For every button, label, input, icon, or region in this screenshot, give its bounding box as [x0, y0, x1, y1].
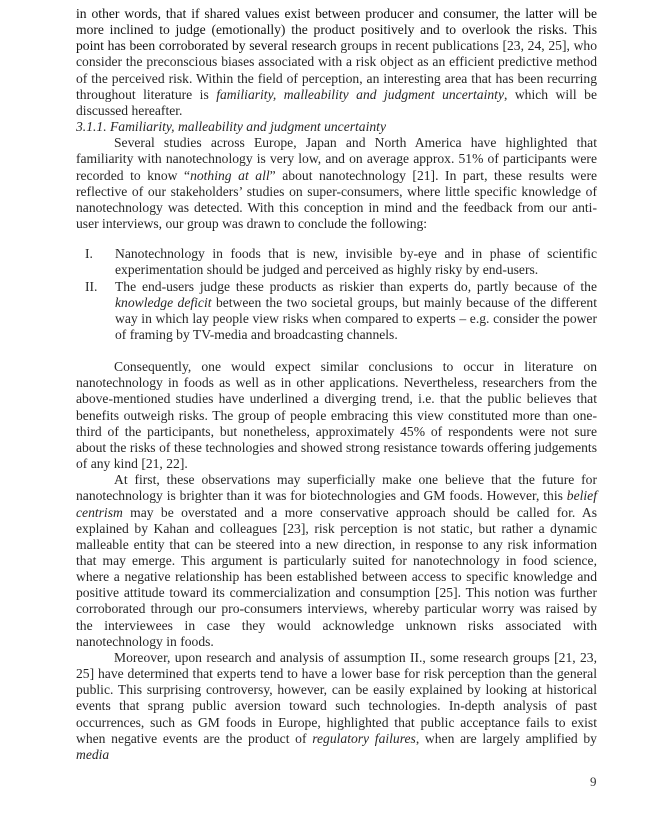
list-number: I.: [85, 246, 93, 262]
text-span: At first, these observations may superficially make one believe that the future for nanotechnology is brighter than it was for biotechnologies and GM foods. However, this: [76, 472, 597, 504]
text-span: ” about nanotechnology [21]. In part, these results were reflective of our stakeholders’ studies on super-consumers, where little specific knowledge of nanotechnology was detected. With this conception in mind and the feedback from our anti-user interviews, our group was drawn to conclude the following:: [76, 167, 598, 232]
text-span: Several studies across Europe, Japan and North America have highlighted that familiarity with nanotechnology is very low, and on average approx. 51% of participants were recorded to know “: [76, 135, 597, 183]
paragraph-at-first: [76, 472, 597, 650]
emphasis-text: nothing at all: [190, 167, 270, 183]
text-span: in other words, that if shared values exist between producer and consumer, the latter will be more inclined to judge (emotionally) the product positively and to overlook the risks. This point has been corroborated by several research: [76, 6, 597, 54]
paragraph-shared-values: [76, 6, 597, 119]
paragraph-familiarity: [76, 135, 597, 232]
text-span: The end-users judge these products as riskier than experts do, partly because of the: [115, 278, 597, 294]
text-span: , which will be discussed hereafter.: [76, 86, 598, 118]
list-item: [76, 279, 597, 344]
document-page: [76, 6, 597, 763]
emphasis-text: regulatory failures: [312, 730, 416, 746]
emphasis-text: familiarity, malleability and judgment uncertainty: [216, 86, 504, 102]
text-span: groups in recent publications [23, 24, 25], who consider the preconscious biases associated with a risk object as an efficient predictive method of the perceived risk. Within the field of perception, an interesting area that has been recurring throughout literature is: [76, 38, 598, 102]
emphasis-text: knowledge deficit: [115, 294, 212, 310]
section-heading: 3.1.1. Familiarity, malleability and judgment uncertainty: [76, 119, 386, 135]
text-span: Moreover, upon research and analysis of assumption II., some research groups [21, 23, 25] have determined that experts tend to have a lower base for risk perception than the general public. This surprising controversy, however, can be easily explained by looking at historical events that sprang public aversion toward such technologies. In-depth analysis of past occurrences, such as GM foods in Europe, highlighted that public acceptance fails to exist when negative events are the product of: [76, 649, 597, 746]
list-item: [76, 246, 597, 278]
paragraph-moreover: [76, 650, 597, 763]
emphasis-text: belief centrism: [76, 488, 597, 520]
text-span: Nanotechnology in foods that is new, invisible by-eye and in phase of scientific experimentation should be judged and perceived as highly risky by end-users.: [115, 246, 597, 278]
text-span: , when are largely amplified by: [415, 730, 597, 746]
page-number: 9: [590, 774, 597, 789]
text-span: between the two societal groups, but mainly because of the different way in which lay people view risks when compared to experts – e.g. consider the power of framing by TV-media and broadcasting channels.: [115, 294, 597, 342]
paragraph-consequently: Consequently, one would expect similar conclusions to occur in literature on nanotechnology in foods as well as in other applications. Nevertheless, researchers from the above-mentioned studies have underlined a diverging trend, i.e. that the public believes that benefits outweigh risks. The group of people embracing this view constituted more than one-third of the participants, but nonetheless, approximately 45% of respondents were not sure about the risks of these technologies and showed strong resistance towards offering judgements of any kind [21, 22].: [76, 359, 597, 472]
list-number: II.: [85, 278, 98, 294]
assumptions-list: [76, 246, 597, 343]
emphasis-text: media: [76, 746, 110, 762]
text-span: may be overstated and a more conservative approach should be called for. As explained by Kahan and colleagues [23], risk perception is not static, but rather a dynamic malleable entity that can be steered into a new direction, in response to any risk information that may emerge. This argument is particularly suited for nanotechnology in food science, where a negative relationship has been established between access to specific knowledge and positive attitude toward its commercialization and consumption [25]. This notion was further corroborated through our pro-consumers interviews, whereby particular worry was raised by the interviewees in case they would acknowledge unknown risks associated with nanotechnology in foods.: [76, 504, 597, 649]
